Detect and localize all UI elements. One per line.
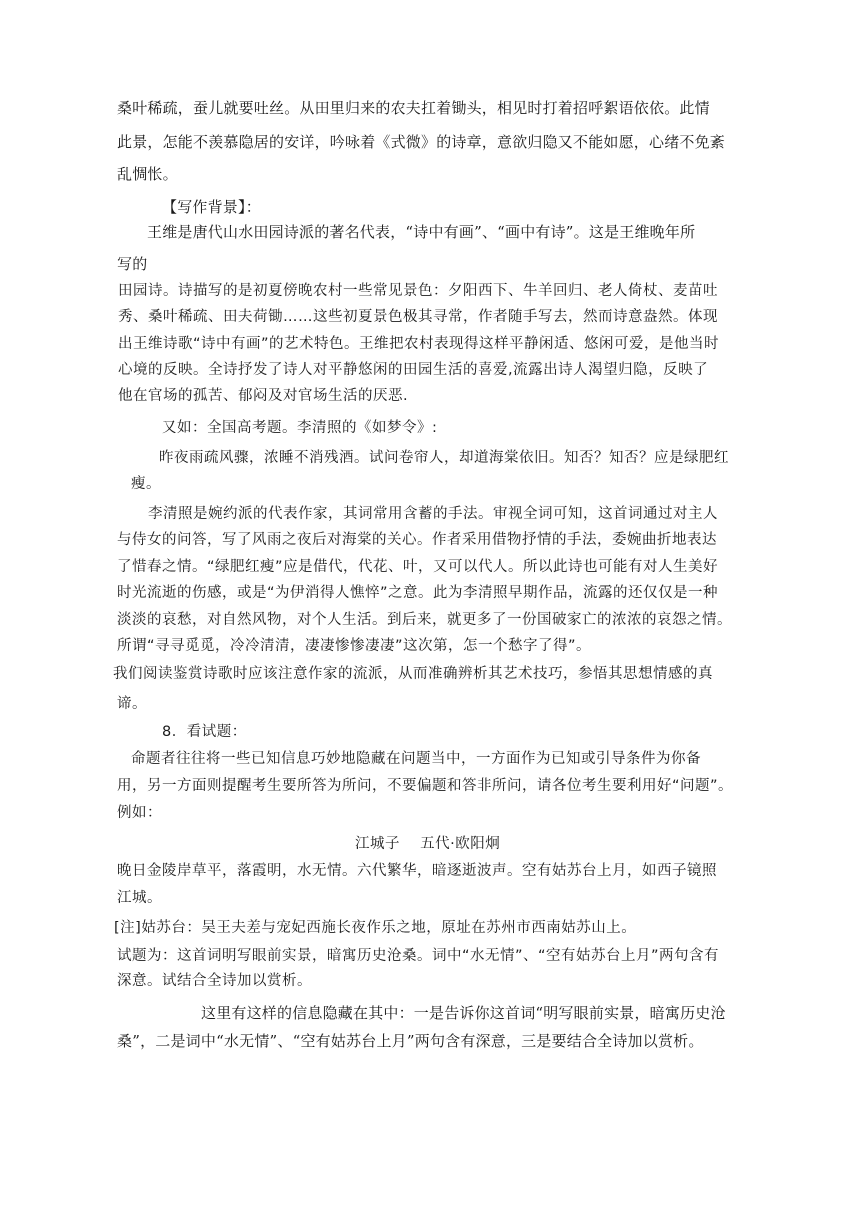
poem-line: 江城。 (117, 890, 162, 906)
text-line: 试题为：这首词明写眼前实景，暗寓历史沧桑。词中“水无情”、“空有姑苏台上月”两句含有 (117, 948, 720, 964)
text-line: 了惜春之情。“绿肥红瘦”应是借代，代花、叶，又可以代人。所以此诗也可能有对人生美好 (117, 559, 719, 575)
text-line: 这里有这样的信息隐藏在其中：一是告诉你这首词“明写眼前实景，暗寓历史沧 (201, 1004, 726, 1022)
text-line: 秀、桑叶稀疏、田夫荷锄……这些初夏景色极其寻常，作者随手写去，然而诗意盎然。体现 (118, 309, 718, 325)
text-line: 心境的反映。全诗抒发了诗人对平静悠闲的田园生活的喜爱,流露出诗人渴望归隐，反映了 (118, 362, 709, 378)
text-line: 所谓“寻寻觅觅，冷冷清清，凄凄惨惨凄凄”这次第，怎一个愁字了得”。 (117, 638, 592, 654)
text-line: 写的 (117, 255, 148, 273)
note-line: [注]姑苏台：吴王夫差与宠妃西施长夜作乐之地，原址在苏州市西南姑苏山上。 (114, 920, 637, 936)
section-heading: 8．看试题： (162, 724, 247, 740)
poem-line: 瘦。 (131, 476, 161, 492)
text-line: 用，另一方面则提醒考生要所答为所问，不要偏题和答非所问，请各位考生要利用好“问题”。 (117, 778, 734, 794)
text-line: 谛。 (117, 696, 147, 712)
poem-title: 江城子 五代·欧阳炯 (355, 836, 501, 852)
text-line: 桑”，二是词中“水无情”、“空有姑苏台上月”两句含有深意，三是要结合全诗加以赏析。 (117, 1032, 704, 1050)
text-line: 他在官场的孤苦、郁闷及对官场生活的厌恶. (118, 388, 409, 404)
text-line: 与侍女的问答，写了风雨之夜后对海棠的关心。作者采用借物抒情的手法，委婉曲折地表达 (117, 532, 717, 548)
poem-line: 晚日金陵岸草平，落霞明，水无情。六代繁华，暗逐逝波声。空有姑苏台上月，如西子镜照 (117, 863, 717, 879)
text-line: 又如：全国高考题。李清照的《如梦令》: (162, 420, 438, 436)
text-line: 命题者往往将一些已知信息巧妙地隐藏在问题当中，一方面作为已知或引导条件为你备 (131, 751, 701, 767)
text-line: 例如： (117, 805, 162, 821)
text-line: 出王维诗歌“诗中有画”的艺术特色。王维把农村表现得这样平静闲适、悠闲可爱，是他当时 (118, 336, 720, 352)
text-line: 我们阅读鉴赏诗歌时应该注意作家的流派，从而准确辨析其艺术技巧，参悟其思想情感的真 (113, 666, 713, 682)
poem-line: 昨夜雨疏风骤，浓睡不消残酒。试问卷帘人，却道海棠依旧。知否？知否？应是绿肥红 (159, 450, 729, 466)
text-line: 乱惆怅。 (117, 165, 178, 183)
text-line: 田园诗。诗描写的是初夏傍晚农村一些常见景色：夕阳西下、牛羊回归、老人倚杖、麦苗吐 (118, 283, 718, 299)
text-line: 王维是唐代山水田园诗派的著名代表，“诗中有画”、“画中有诗”。这是王维晚年所 (147, 223, 696, 241)
text-line: 桑叶稀疏，蚕儿就要吐丝。从田里归来的农夫扛着锄头，相见时打着招呼絮语依依。此情 (117, 99, 710, 117)
text-line: 此景，怎能不羡慕隐居的安详，吟咏着《式微》的诗章，意欲归隐又不能如愿，心绪不免紊 (117, 133, 726, 151)
text-line: 李清照是婉约派的代表作家，其词常用含蓄的手法。审视全词可知，这首词通过对主人 (148, 506, 718, 522)
section-heading: 【写作背景】： (162, 198, 261, 216)
text-line: 深意。试结合全诗加以赏析。 (117, 973, 312, 989)
text-line: 淡淡的哀愁，对自然风物，对个人生活。到后来，就更多了一份国破家亡的浓浓的哀怨之情。 (117, 612, 732, 628)
text-line: 时光流逝的伤感，或是“为伊消得人憔悴”之意。此为李清照早期作品，流露的还仅仅是一种 (117, 585, 719, 601)
